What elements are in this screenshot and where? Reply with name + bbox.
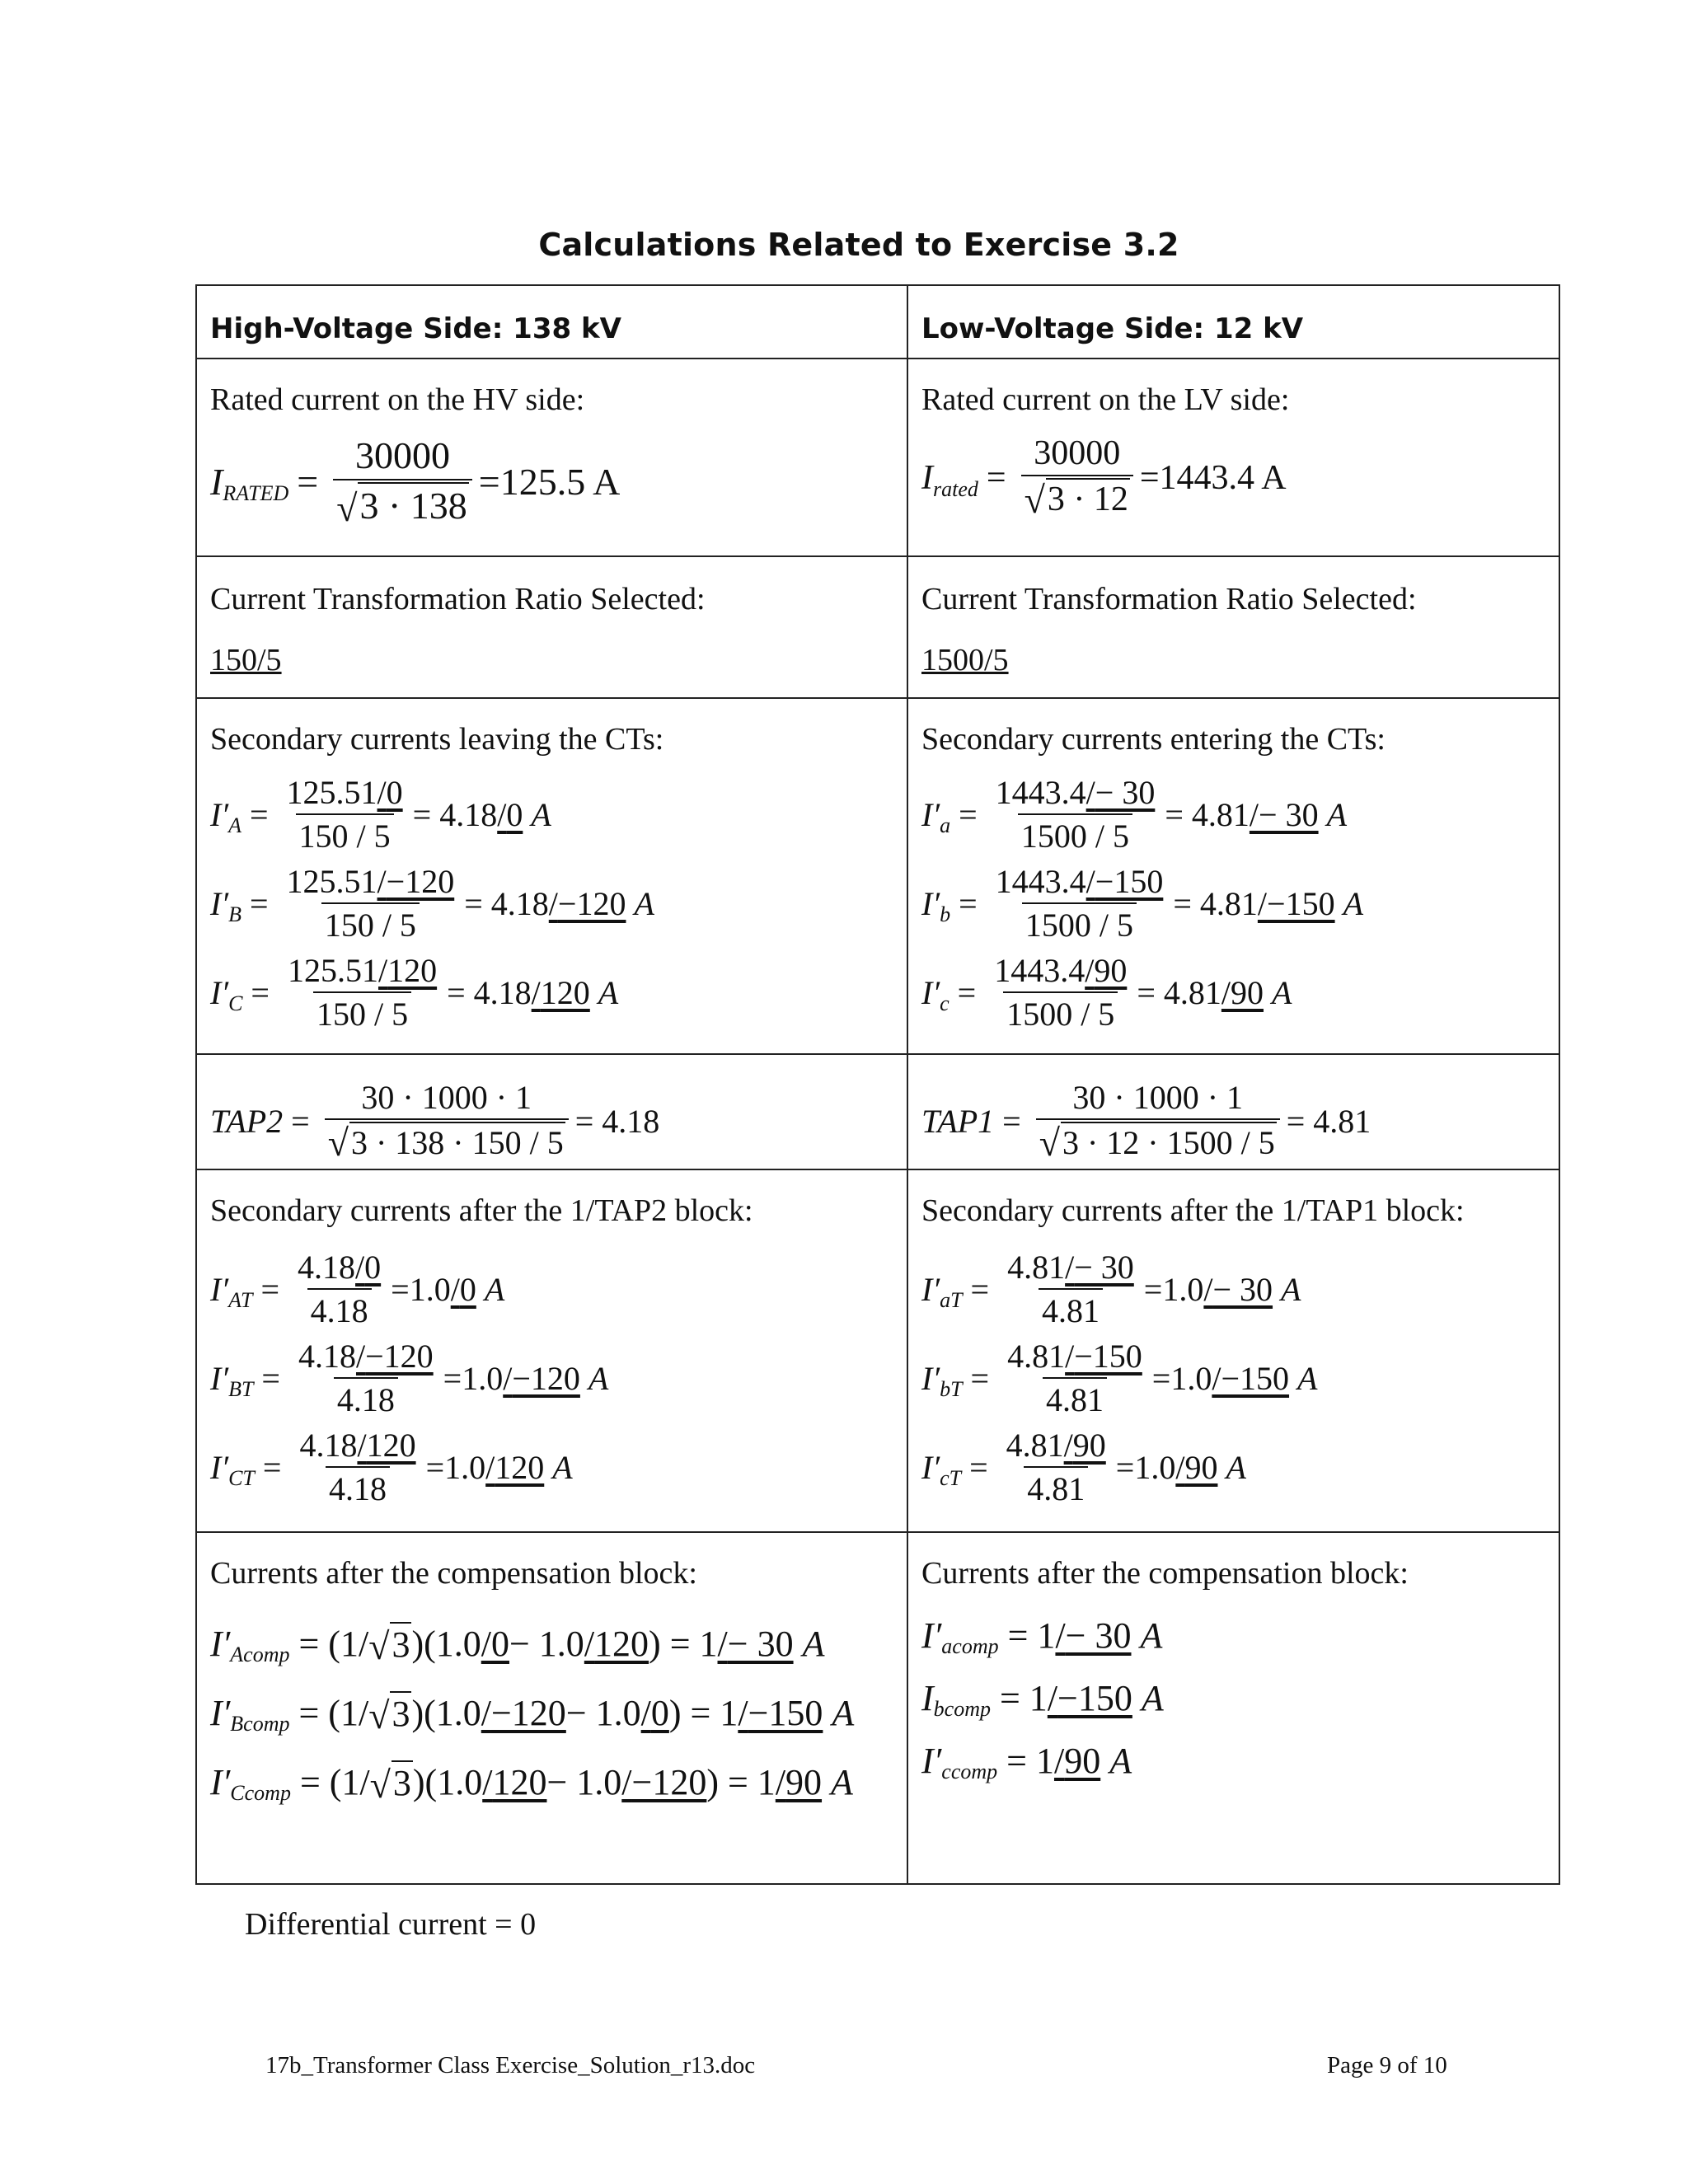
result-magnitude: =1.0 (391, 1270, 451, 1308)
lv-comp-eq-a (921, 1604, 1545, 1666)
eq-prefix: = (1/ (298, 1692, 369, 1733)
lv-secondary-eq-b: I′ b = $\frac{1443.4/-150}{1500 / 5}$ = 4.81 /−150 A (921, 863, 1364, 944)
hv-secondary-label: Secondary currents leaving the CTs: (210, 722, 664, 757)
angle-2: 120 (594, 1623, 649, 1664)
eq-postfix: ) = 1 (649, 1623, 718, 1664)
hv-secondary-cell (196, 698, 907, 1054)
eq-subscript: Ccomp (230, 1781, 291, 1805)
unit: A (1226, 1448, 1246, 1486)
lv-comp-eq-c (921, 1729, 1545, 1792)
denominator: 1500 / 5 (1022, 902, 1137, 944)
angle-symbol: / (1063, 1427, 1073, 1464)
current-prime-symbol: I′ (921, 1448, 940, 1486)
numerator-angle: − 30 (1074, 1249, 1134, 1286)
unit: A (802, 1623, 825, 1664)
hv-comp-eq-c (210, 1747, 893, 1816)
footer-filename: 17b_Transformer Class Exercise_Solution_r13.doc (265, 2052, 756, 2079)
current-prime-symbol: I′ (210, 1623, 231, 1664)
numerator-angle: −120 (365, 1338, 434, 1375)
hv-rated-result: =125.5 A (478, 461, 621, 503)
tap1-numerator: 30 · 1000 · 1 (1072, 1079, 1244, 1116)
result-magnitude: =1.0 (443, 1359, 504, 1397)
lv-rated-denominator: 3 · 12 (1046, 478, 1130, 519)
eq-subscript: BT (228, 1377, 254, 1401)
lv-secondary-eq-c: I′ c = $\frac{1443.4/90}{1500 / 5}$ = 4.81 /90 A (921, 952, 1292, 1033)
denominator: 4.81 (1024, 1466, 1088, 1508)
sqrt-symbol: √ (1039, 1122, 1060, 1164)
result-angle: 90 (1231, 973, 1264, 1011)
denominator: 4.81 (1039, 1288, 1103, 1330)
lv-rated-cell (907, 359, 1559, 556)
tap1-name: TAP1 (921, 1102, 995, 1140)
eq-middle: )(1.0 (412, 1761, 483, 1802)
hv-after-tap-eq-a: I′ AT = $\frac{4.18/0}{4.18}$ =1.0 /0 A (210, 1249, 505, 1329)
calculation-table (195, 284, 1560, 1885)
lv-secondary-cell (907, 698, 1559, 1054)
numerator-angle: 120 (366, 1427, 416, 1464)
lv-tap-cell (907, 1054, 1559, 1169)
numerator-angle: 90 (1094, 952, 1128, 989)
result-angle: − 30 (1259, 795, 1319, 833)
sqrt-symbol: √ (327, 1122, 349, 1164)
result-magnitude: = 4.81 (1137, 973, 1221, 1011)
eq-operator: − 1.0 (509, 1623, 584, 1664)
numerator-angle: 0 (386, 774, 403, 811)
unit: A (832, 1692, 855, 1733)
lv-ct-ratio-value: 1500/5 (921, 643, 1009, 677)
result-angle: −150 (1057, 1677, 1132, 1718)
unit: A (598, 973, 619, 1011)
numerator-magnitude: 1443.4 (995, 863, 1086, 900)
tap2-equation: TAP2 = 30 · 1000 · 1 √ 3 · 138 · 150 / 5 = 4.18 (210, 1079, 660, 1164)
hv-secondary-eq-a: I′ A = $\frac{125.51/0}{150 / 5}$ = 4.18 /0 A (210, 774, 551, 855)
differential-current: Differential current = 0 (245, 1907, 537, 1942)
eq-prefix: = 1 (1007, 1615, 1056, 1656)
angle-symbol: / (1249, 795, 1259, 833)
radicand: 3 (390, 1622, 411, 1666)
after-tap-row (196, 1169, 1559, 1532)
numerator-angle: −150 (1074, 1338, 1142, 1375)
hv-rated-denominator: 3 · 138 (358, 482, 468, 527)
angle-symbol: / (481, 1692, 491, 1733)
angle-symbol: / (1085, 952, 1095, 989)
lv-rated-subscript: rated (933, 476, 978, 501)
angle-symbol: / (640, 1692, 651, 1733)
result-angle: 0 (506, 795, 523, 833)
lv-secondary-equations (921, 770, 1545, 1037)
angle-symbol: / (717, 1623, 728, 1664)
eq-prefix: = 1 (999, 1677, 1048, 1718)
lv-after-tap-eq-c: I′ cT = $\frac{4.81/90}{4.81}$ =1.0 /90 A (921, 1427, 1246, 1507)
angle-symbol: / (1175, 1448, 1185, 1486)
unit: A (1141, 1677, 1164, 1718)
result-angle: 120 (540, 973, 590, 1011)
denominator: 1500 / 5 (1003, 991, 1118, 1033)
sqrt-symbol: √ (368, 1624, 390, 1667)
numerator-magnitude: 125.51 (287, 952, 378, 989)
unit: A (588, 1359, 609, 1397)
tap1-denominator: 3 · 12 · 1500 / 5 (1061, 1122, 1277, 1162)
angle-symbol: / (531, 973, 541, 1011)
sqrt-symbol: √ (1024, 479, 1045, 521)
unit: A (1281, 1270, 1301, 1308)
result-angle: − 30 (1065, 1615, 1132, 1656)
angle-symbol: / (377, 863, 387, 900)
numerator-angle: − 30 (1095, 774, 1156, 811)
eq-subscript: A (228, 813, 241, 837)
hv-secondary-eq-c: I′ C = $\frac{125.51/120}{150 / 5}$ = 4.18 /120 A (210, 952, 619, 1033)
current-symbol: I′ (921, 1740, 942, 1781)
hv-rated-label: Rated current on the HV side: (210, 382, 585, 417)
current-prime-symbol: I′ (210, 1448, 229, 1486)
angle-symbol: / (738, 1692, 748, 1733)
numerator-magnitude: 4.81 (1007, 1338, 1066, 1375)
eq-operator: − 1.0 (546, 1761, 622, 1802)
hv-secondary-equations (210, 770, 893, 1037)
numerator-magnitude: 4.81 (1006, 1427, 1064, 1464)
eq-subscript: ccomp (941, 1760, 998, 1783)
lv-after-tap-eq-b: I′ bT = $\frac{4.81/-150}{4.81}$ =1.0 /−150 A (921, 1338, 1318, 1418)
hv-compensation-label: Currents after the compensation block: (210, 1556, 697, 1591)
sqrt-symbol: √ (336, 487, 358, 529)
hv-compensation-cell (196, 1532, 907, 1884)
result-angle: 90 (1064, 1740, 1101, 1781)
document-title: Calculations Related to Exercise 3.2 (538, 227, 1179, 263)
eq-postfix: ) = 1 (706, 1761, 776, 1802)
current-prime-symbol: I′ (921, 1270, 940, 1308)
result-magnitude: = 4.18 (447, 973, 532, 1011)
hv-after-tap-label: Secondary currents after the 1/TAP2 block: (210, 1193, 753, 1228)
denominator: 4.18 (326, 1466, 390, 1508)
result-angle: 90 (785, 1761, 823, 1802)
eq-subscript: CT (228, 1466, 255, 1490)
hv-rated-equation: I RATED = 30000 √ 3 · 138 =125.5 A (210, 434, 621, 529)
current-prime-symbol: I′ (210, 1761, 231, 1802)
angle-1: 0 (490, 1623, 509, 1664)
angle-symbol: / (355, 1249, 365, 1286)
result-magnitude: =1.0 (425, 1448, 486, 1486)
compensation-row (196, 1532, 1559, 1884)
eq-subscript: acomp (941, 1634, 999, 1658)
numerator-angle: −120 (386, 863, 455, 900)
result-magnitude: = 4.81 (1165, 795, 1250, 833)
result-angle: −150 (748, 1692, 823, 1733)
ct-ratio-row (196, 556, 1559, 698)
result-magnitude: =1.0 (1151, 1359, 1212, 1397)
rated-current-row (196, 359, 1559, 556)
angle-2: −120 (631, 1761, 707, 1802)
eq-subscript: cT (940, 1466, 962, 1490)
angle-symbol: / (450, 1270, 460, 1308)
lv-secondary-eq-a: I′ a = $\frac{1443.4/- 30}{1500 / 5}$ = 4.81 /− 30 A (921, 774, 1348, 855)
unit: A (831, 1761, 853, 1802)
eq-subscript: c (940, 991, 950, 1015)
hv-header: High-Voltage Side: 138 kV (196, 285, 907, 359)
result-magnitude: =1.0 (1143, 1270, 1204, 1308)
sqrt-symbol: √ (368, 1694, 390, 1736)
numerator-magnitude: 4.81 (1007, 1249, 1066, 1286)
eq-subscript: a (940, 813, 951, 837)
numerator-magnitude: 1443.4 (995, 774, 1086, 811)
numerator-magnitude: 125.51 (286, 774, 377, 811)
angle-symbol: / (1221, 973, 1231, 1011)
angle-1: −120 (490, 1692, 566, 1733)
angle-symbol: / (1047, 1677, 1058, 1718)
angle-symbol: / (1203, 1270, 1213, 1308)
angle-symbol: / (481, 1623, 491, 1664)
header-row (196, 285, 1559, 359)
denominator: 150 / 5 (321, 902, 420, 944)
eq-middle: )(1.0 (411, 1692, 481, 1733)
eq-subscript: aT (940, 1288, 963, 1312)
angle-symbol: / (377, 952, 388, 989)
angle-symbol: / (485, 1448, 495, 1486)
numerator-angle: 90 (1072, 1427, 1106, 1464)
result-magnitude: = 4.18 (464, 884, 549, 922)
hv-secondary-eq-b: I′ B = $\frac{125.51/-120}{150 / 5}$ = 4.18 /−120 A (210, 863, 654, 944)
lv-rated-label: Rated current on the LV side: (921, 382, 1290, 417)
footer-page-number: Page 9 of 10 (1327, 2052, 1447, 2079)
hv-after-tap-eq-c: I′ CT = $\frac{4.18/120}{4.18}$ =1.0 /120 A (210, 1427, 573, 1507)
denominator: 4.18 (334, 1377, 398, 1419)
angle-symbol: / (1065, 1338, 1075, 1375)
numerator-magnitude: 1443.4 (994, 952, 1085, 989)
tap1-equation: TAP1 = 30 · 1000 · 1 √ 3 · 12 · 1500 / 5 = 4.81 (921, 1079, 1372, 1164)
angle-symbol: / (584, 1623, 595, 1664)
current-prime-symbol: I′ (210, 795, 229, 833)
numerator-magnitude: 125.51 (286, 863, 377, 900)
eq-subscript: C (228, 991, 243, 1015)
denominator: 4.81 (1043, 1377, 1107, 1419)
unit: A (1272, 973, 1292, 1011)
denominator: 4.18 (307, 1288, 372, 1330)
hv-ct-ratio-label: Current Transformation Ratio Selected: (210, 582, 706, 616)
eq-operator: − 1.0 (565, 1692, 641, 1733)
current-prime-symbol: I′ (921, 884, 940, 922)
hv-rated-cell (196, 359, 907, 556)
angle-symbol: / (1055, 1615, 1066, 1656)
current-prime-symbol: I′ (210, 1692, 231, 1733)
hv-after-tap-cell (196, 1169, 907, 1532)
angle-symbol: / (1053, 1740, 1065, 1781)
angle-1: 120 (492, 1761, 547, 1802)
angle-symbol: / (621, 1761, 632, 1802)
result-magnitude: =1.0 (1115, 1448, 1176, 1486)
lv-compensation-label: Currents after the compensation block: (921, 1556, 1409, 1591)
angle-symbol: / (1085, 863, 1095, 900)
angle-symbol: / (1212, 1359, 1221, 1397)
hv-rated-fraction (333, 434, 472, 530)
hv-rated-subscript: RATED (223, 480, 289, 505)
result-angle: − 30 (727, 1623, 794, 1664)
denominator: 150 / 5 (313, 991, 411, 1033)
denominator: 150 / 5 (296, 813, 394, 855)
result-angle: 90 (1184, 1448, 1218, 1486)
lv-after-tap-label: Secondary currents after the 1/TAP1 block: (921, 1193, 1465, 1228)
eq-prefix: = 1 (1006, 1740, 1054, 1781)
eq-middle: )(1.0 (411, 1623, 481, 1664)
lv-rated-result: =1443.4 A (1139, 458, 1287, 497)
eq-subscript: AT (228, 1288, 253, 1312)
angle-symbol: / (1257, 884, 1268, 922)
unit: A (531, 795, 551, 833)
hv-comp-eq-b (210, 1678, 893, 1747)
result-magnitude: = 4.81 (1173, 884, 1258, 922)
eq-subscript: Acomp (230, 1643, 290, 1666)
current-prime-symbol: I′ (210, 1359, 229, 1397)
numerator-angle: −150 (1095, 863, 1164, 900)
eq-prefix: = (1/ (298, 1623, 369, 1664)
tap2-name: TAP2 (210, 1102, 284, 1140)
angle-symbol: / (1085, 774, 1095, 811)
unit: A (1326, 795, 1348, 833)
hv-comp-eq-a (210, 1609, 893, 1678)
hv-ct-ratio-cell (196, 556, 907, 698)
eq-subscript: bcomp (933, 1697, 991, 1721)
result-angle: 0 (459, 1270, 476, 1308)
eq-subscript: Bcomp (230, 1712, 290, 1736)
sqrt-symbol: √ (369, 1763, 391, 1806)
hv-rated-numerator: 30000 (354, 434, 450, 476)
tap1-result: = 4.81 (1286, 1102, 1372, 1140)
eq-subscript: b (940, 902, 951, 926)
unit: A (1109, 1740, 1132, 1781)
lv-after-tap-eq-a: I′ aT = $\frac{4.81/- 30}{4.81}$ =1.0 /− 30 A (921, 1249, 1301, 1329)
secondary-currents-row (196, 698, 1559, 1054)
numerator-magnitude: 4.18 (298, 1249, 356, 1286)
current-symbol: I (921, 458, 933, 497)
eq-subscript: bT (940, 1377, 963, 1401)
numerator-angle: 0 (364, 1249, 382, 1286)
eq-prefix: = (1/ (299, 1761, 370, 1802)
angle-symbol: / (377, 774, 387, 811)
angle-2: 0 (650, 1692, 669, 1733)
tap2-result: = 4.18 (574, 1102, 660, 1140)
angle-symbol: / (482, 1761, 493, 1802)
lv-rated-equation: I rated = 30000 √ 3 · 12 =1443.4 A (921, 434, 1287, 521)
radicand: 3 (392, 1760, 413, 1804)
eq-subscript: B (228, 902, 241, 926)
lv-after-tap-cell (907, 1169, 1559, 1532)
result-angle: − 30 (1212, 1270, 1273, 1308)
current-symbol: I (921, 1677, 934, 1718)
angle-symbol: / (497, 795, 507, 833)
current-symbol: I′ (921, 1615, 942, 1656)
angle-symbol: / (357, 1427, 367, 1464)
lv-ct-ratio-cell (907, 556, 1559, 698)
angle-symbol: / (548, 884, 558, 922)
current-prime-symbol: I′ (210, 1270, 229, 1308)
result-angle: −150 (1267, 884, 1335, 922)
radicand: 3 (390, 1691, 411, 1735)
lv-compensation-cell (907, 1532, 1559, 1884)
hv-after-tap-eq-b: I′ BT = $\frac{4.18/-120}{4.18}$ =1.0 /−120 A (210, 1338, 609, 1418)
angle-symbol: / (775, 1761, 786, 1802)
unit: A (634, 884, 654, 922)
result-angle: 120 (495, 1448, 545, 1486)
current-symbol: I (210, 461, 223, 503)
eq-postfix: ) = 1 (668, 1692, 738, 1733)
lv-ct-ratio-label: Current Transformation Ratio Selected: (921, 582, 1417, 616)
current-prime-symbol: I′ (921, 973, 940, 1011)
unit: A (552, 1448, 573, 1486)
lv-rated-numerator: 30000 (1034, 434, 1121, 472)
unit: A (484, 1270, 505, 1308)
tap2-denominator: 3 · 138 · 150 / 5 (349, 1122, 565, 1162)
current-prime-symbol: I′ (210, 973, 229, 1011)
result-magnitude: = 4.18 (412, 795, 498, 833)
numerator-magnitude: 4.18 (299, 1427, 358, 1464)
angle-symbol: / (1065, 1249, 1075, 1286)
result-angle: −150 (1221, 1359, 1290, 1397)
lv-rated-fraction (1021, 434, 1133, 522)
unit: A (1297, 1359, 1318, 1397)
tap2-numerator: 30 · 1000 · 1 (361, 1079, 532, 1116)
lv-secondary-label: Secondary currents entering the CTs: (921, 722, 1386, 757)
hv-ct-ratio-value: 150/5 (210, 643, 282, 677)
angle-symbol: / (503, 1359, 513, 1397)
lv-comp-eq-b (921, 1666, 1545, 1729)
lv-header: Low-Voltage Side: 12 kV (907, 285, 1559, 359)
unit: A (1140, 1615, 1163, 1656)
numerator-magnitude: 4.18 (298, 1338, 356, 1375)
result-angle: −120 (512, 1359, 580, 1397)
denominator: 1500 / 5 (1018, 813, 1132, 855)
current-prime-symbol: I′ (210, 884, 229, 922)
current-prime-symbol: I′ (921, 795, 940, 833)
hv-tap-cell (196, 1054, 907, 1169)
tap-row (196, 1054, 1559, 1169)
current-prime-symbol: I′ (921, 1359, 940, 1397)
unit: A (1343, 884, 1364, 922)
result-angle: −120 (557, 884, 626, 922)
numerator-angle: 120 (387, 952, 438, 989)
angle-symbol: / (355, 1338, 366, 1375)
